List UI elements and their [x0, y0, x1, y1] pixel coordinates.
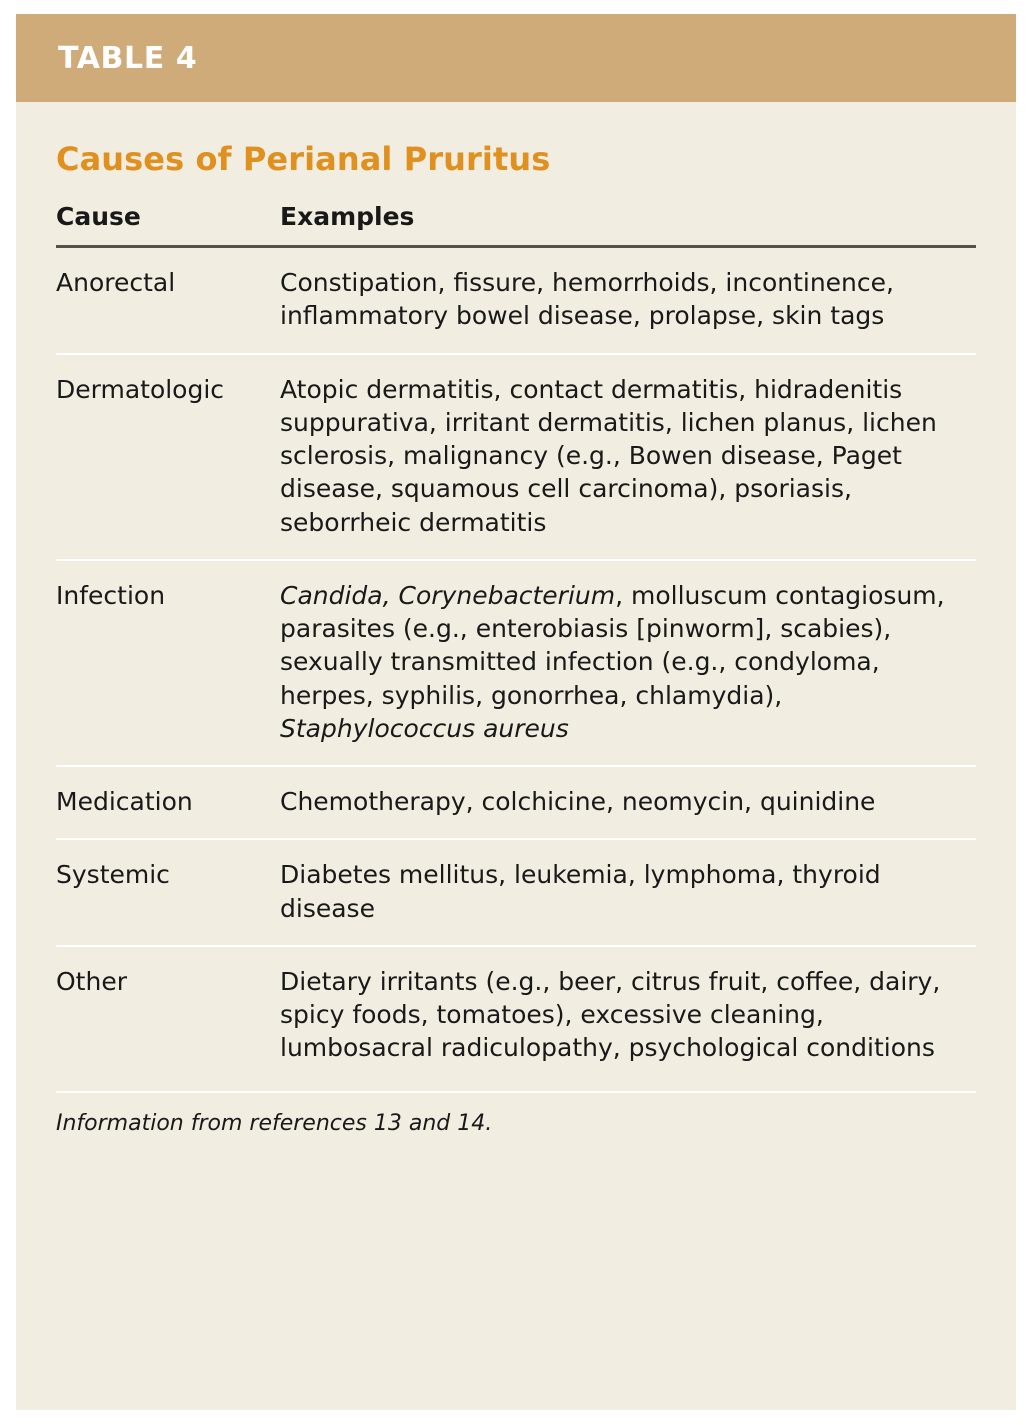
table-card [16, 14, 1016, 1410]
cell-examples: Diabetes mellitus, leukemia, lymphoma, thyroid disease [280, 839, 976, 946]
cell-cause: Dermatologic [56, 354, 280, 560]
table-footnote: Information from references 13 and 14. [56, 1091, 976, 1136]
cell-examples: Chemotherapy, colchicine, neomycin, quinidine [280, 766, 976, 839]
cell-cause: Infection [56, 560, 280, 766]
cell-examples: Atopic dermatitis, contact dermatitis, hidradenitis suppurativa, irritant dermatitis, lichen planus, lichen sclerosis, malignancy (e.g., Bowen disease, Paget disease, squamous cell carcinoma), psoriasis, seborrheic dermatitis [280, 354, 976, 560]
table-number-label: TABLE 4 [58, 40, 198, 76]
causes-table [56, 202, 976, 1085]
cell-examples: Dietary irritants (e.g., beer, citrus fruit, coffee, dairy, spicy foods, tomatoes), excessive cleaning, lumbosacral radiculopathy, psychological conditions [280, 966, 941, 1063]
table-body [16, 102, 1016, 1085]
table-title: Causes of Perianal Pruritus [56, 140, 551, 178]
table-header-row [56, 202, 976, 247]
table-row [56, 946, 976, 1085]
cell-cause: Other [56, 966, 127, 996]
cell-cause: Systemic [56, 839, 280, 946]
italic-term: Staphylococcus aureus [280, 713, 569, 743]
table-header-band [16, 14, 1016, 102]
table-row [56, 560, 976, 766]
table-head [56, 202, 976, 247]
footnote-wrapper [16, 1091, 1016, 1136]
text-segment: , molluscum contagiosum, parasites (e.g., enterobiasis [pinworm], scabies), sexually transmitted infection (e.g., condyloma, herpes, syphilis, gonorrhea, chlamydia), [280, 580, 945, 710]
table-row [56, 766, 976, 839]
column-header-examples: Examples [280, 202, 976, 247]
cell-cause: Medication [56, 766, 280, 839]
cell-cause: Anorectal [56, 247, 280, 354]
table-body-rows [56, 247, 976, 1085]
column-header-cause: Cause [56, 202, 280, 247]
cell-examples: Constipation, fissure, hemorrhoids, incontinence, inflammatory bowel disease, prolapse, skin tags [280, 247, 976, 354]
table-row [56, 354, 976, 560]
cell-examples [280, 560, 976, 766]
table-row [56, 247, 976, 354]
italic-term: Candida, Corynebacterium [280, 580, 616, 610]
table-row [56, 839, 976, 946]
